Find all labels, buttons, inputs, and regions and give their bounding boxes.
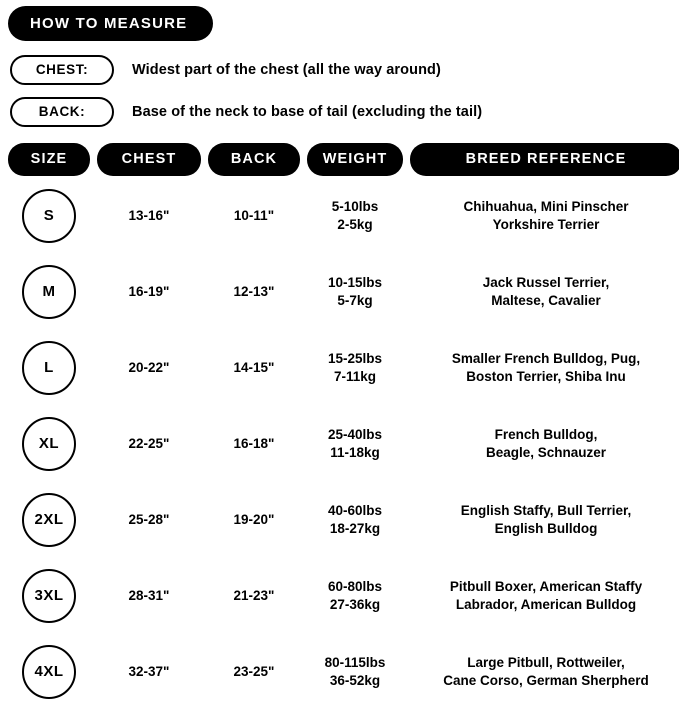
size-cell	[8, 493, 90, 547]
table-row	[8, 330, 673, 406]
breed-line-2: Yorkshire Terrier	[492, 217, 600, 232]
size-badge: M	[22, 265, 76, 319]
back-cell: 16-18"	[233, 435, 275, 451]
weight-lbs: 60-80lbs	[327, 578, 383, 594]
breed-cell	[410, 198, 679, 234]
measure-label-back: BACK:	[10, 97, 114, 127]
weight-lbs: 80-115lbs	[324, 654, 386, 670]
breed-line-1: Smaller French Bulldog, Pug,	[451, 350, 641, 366]
table-row	[8, 558, 673, 634]
weight-lbs: 10-15lbs	[327, 274, 383, 290]
size-cell	[8, 645, 90, 699]
weight-kg: 27-36kg	[329, 597, 381, 612]
weight-cell	[307, 578, 403, 614]
column-header-size: SIZE	[8, 143, 90, 176]
measure-instructions	[0, 55, 679, 127]
weight-cell	[307, 654, 403, 690]
size-badge: 3XL	[22, 569, 76, 623]
breed-cell	[410, 426, 679, 462]
measure-description-chest: Widest part of the chest (all the way around)	[132, 62, 441, 78]
chest-cell: 32-37"	[128, 663, 170, 679]
chest-cell: 20-22"	[128, 359, 170, 375]
breed-cell	[410, 578, 679, 614]
weight-kg: 7-11kg	[333, 369, 377, 384]
size-badge: S	[22, 189, 76, 243]
size-cell	[8, 189, 90, 243]
back-cell: 19-20"	[233, 511, 275, 527]
size-cell	[8, 569, 90, 623]
size-badge: 2XL	[22, 493, 76, 547]
back-cell: 12-13"	[233, 283, 275, 299]
chest-cell: 16-19"	[128, 283, 170, 299]
column-header-weight: WEIGHT	[307, 143, 403, 176]
weight-kg: 5-7kg	[337, 293, 373, 308]
table-row	[8, 482, 673, 558]
weight-kg: 36-52kg	[329, 673, 381, 688]
weight-kg: 18-27kg	[329, 521, 381, 536]
breed-line-1: English Staffy, Bull Terrier,	[460, 502, 632, 518]
weight-kg: 11-18kg	[330, 445, 380, 460]
table-row	[8, 178, 673, 254]
weight-cell	[307, 502, 403, 538]
weight-lbs: 40-60lbs	[327, 502, 383, 518]
weight-cell	[307, 198, 403, 234]
breed-line-1: Large Pitbull, Rottweiler,	[467, 654, 625, 670]
table-row	[8, 406, 673, 482]
breed-line-2: Boston Terrier, Shiba Inu	[466, 369, 626, 384]
breed-cell	[410, 274, 679, 310]
breed-line-1: Pitbull Boxer, American Staffy	[449, 578, 643, 594]
breed-line-1: Chihuahua, Mini Pinscher	[463, 198, 629, 214]
size-table	[0, 143, 679, 710]
breed-line-2: Maltese, Cavalier	[491, 293, 601, 308]
back-cell: 10-11"	[233, 207, 275, 223]
weight-lbs: 25-40lbs	[327, 426, 383, 442]
column-header-chest: CHEST	[97, 143, 201, 176]
size-badge: XL	[22, 417, 76, 471]
breed-line-2: English Bulldog	[494, 521, 598, 536]
size-cell	[8, 417, 90, 471]
breed-line-1: French Bulldog,	[494, 426, 598, 442]
table-body	[8, 178, 673, 710]
weight-cell	[307, 274, 403, 310]
chest-cell: 28-31"	[128, 587, 170, 603]
back-cell: 23-25"	[233, 663, 275, 679]
weight-cell	[307, 350, 403, 386]
size-cell	[8, 341, 90, 395]
back-cell: 14-15"	[233, 359, 275, 375]
measure-row-back	[10, 97, 679, 127]
chest-cell: 13-16"	[128, 207, 170, 223]
breed-line-1: Jack Russel Terrier,	[482, 274, 610, 290]
breed-line-2: Beagle, Schnauzer	[485, 445, 607, 460]
chest-cell: 25-28"	[128, 511, 170, 527]
size-cell	[8, 265, 90, 319]
breed-cell	[410, 502, 679, 538]
table-row	[8, 634, 673, 710]
chest-cell: 22-25"	[128, 435, 170, 451]
table-header-row	[8, 143, 673, 176]
weight-kg: 2-5kg	[337, 217, 373, 232]
weight-lbs: 15-25lbs	[327, 350, 383, 366]
measure-row-chest	[10, 55, 679, 85]
weight-lbs: 5-10lbs	[331, 198, 379, 214]
column-header-back: BACK	[208, 143, 300, 176]
size-badge: L	[22, 341, 76, 395]
back-cell: 21-23"	[233, 587, 275, 603]
breed-cell	[410, 654, 679, 690]
measure-label-chest: CHEST:	[10, 55, 114, 85]
column-header-breed: BREED REFERENCE	[410, 143, 679, 176]
table-row	[8, 254, 673, 330]
size-badge: 4XL	[22, 645, 76, 699]
breed-line-2: Cane Corso, German Sherpherd	[443, 673, 649, 688]
weight-cell	[307, 426, 403, 462]
measure-description-back: Base of the neck to base of tail (excluding the tail)	[132, 104, 483, 120]
breed-line-2: Labrador, American Bulldog	[455, 597, 637, 612]
breed-cell	[410, 350, 679, 386]
how-to-measure-title: HOW TO MEASURE	[8, 6, 213, 41]
